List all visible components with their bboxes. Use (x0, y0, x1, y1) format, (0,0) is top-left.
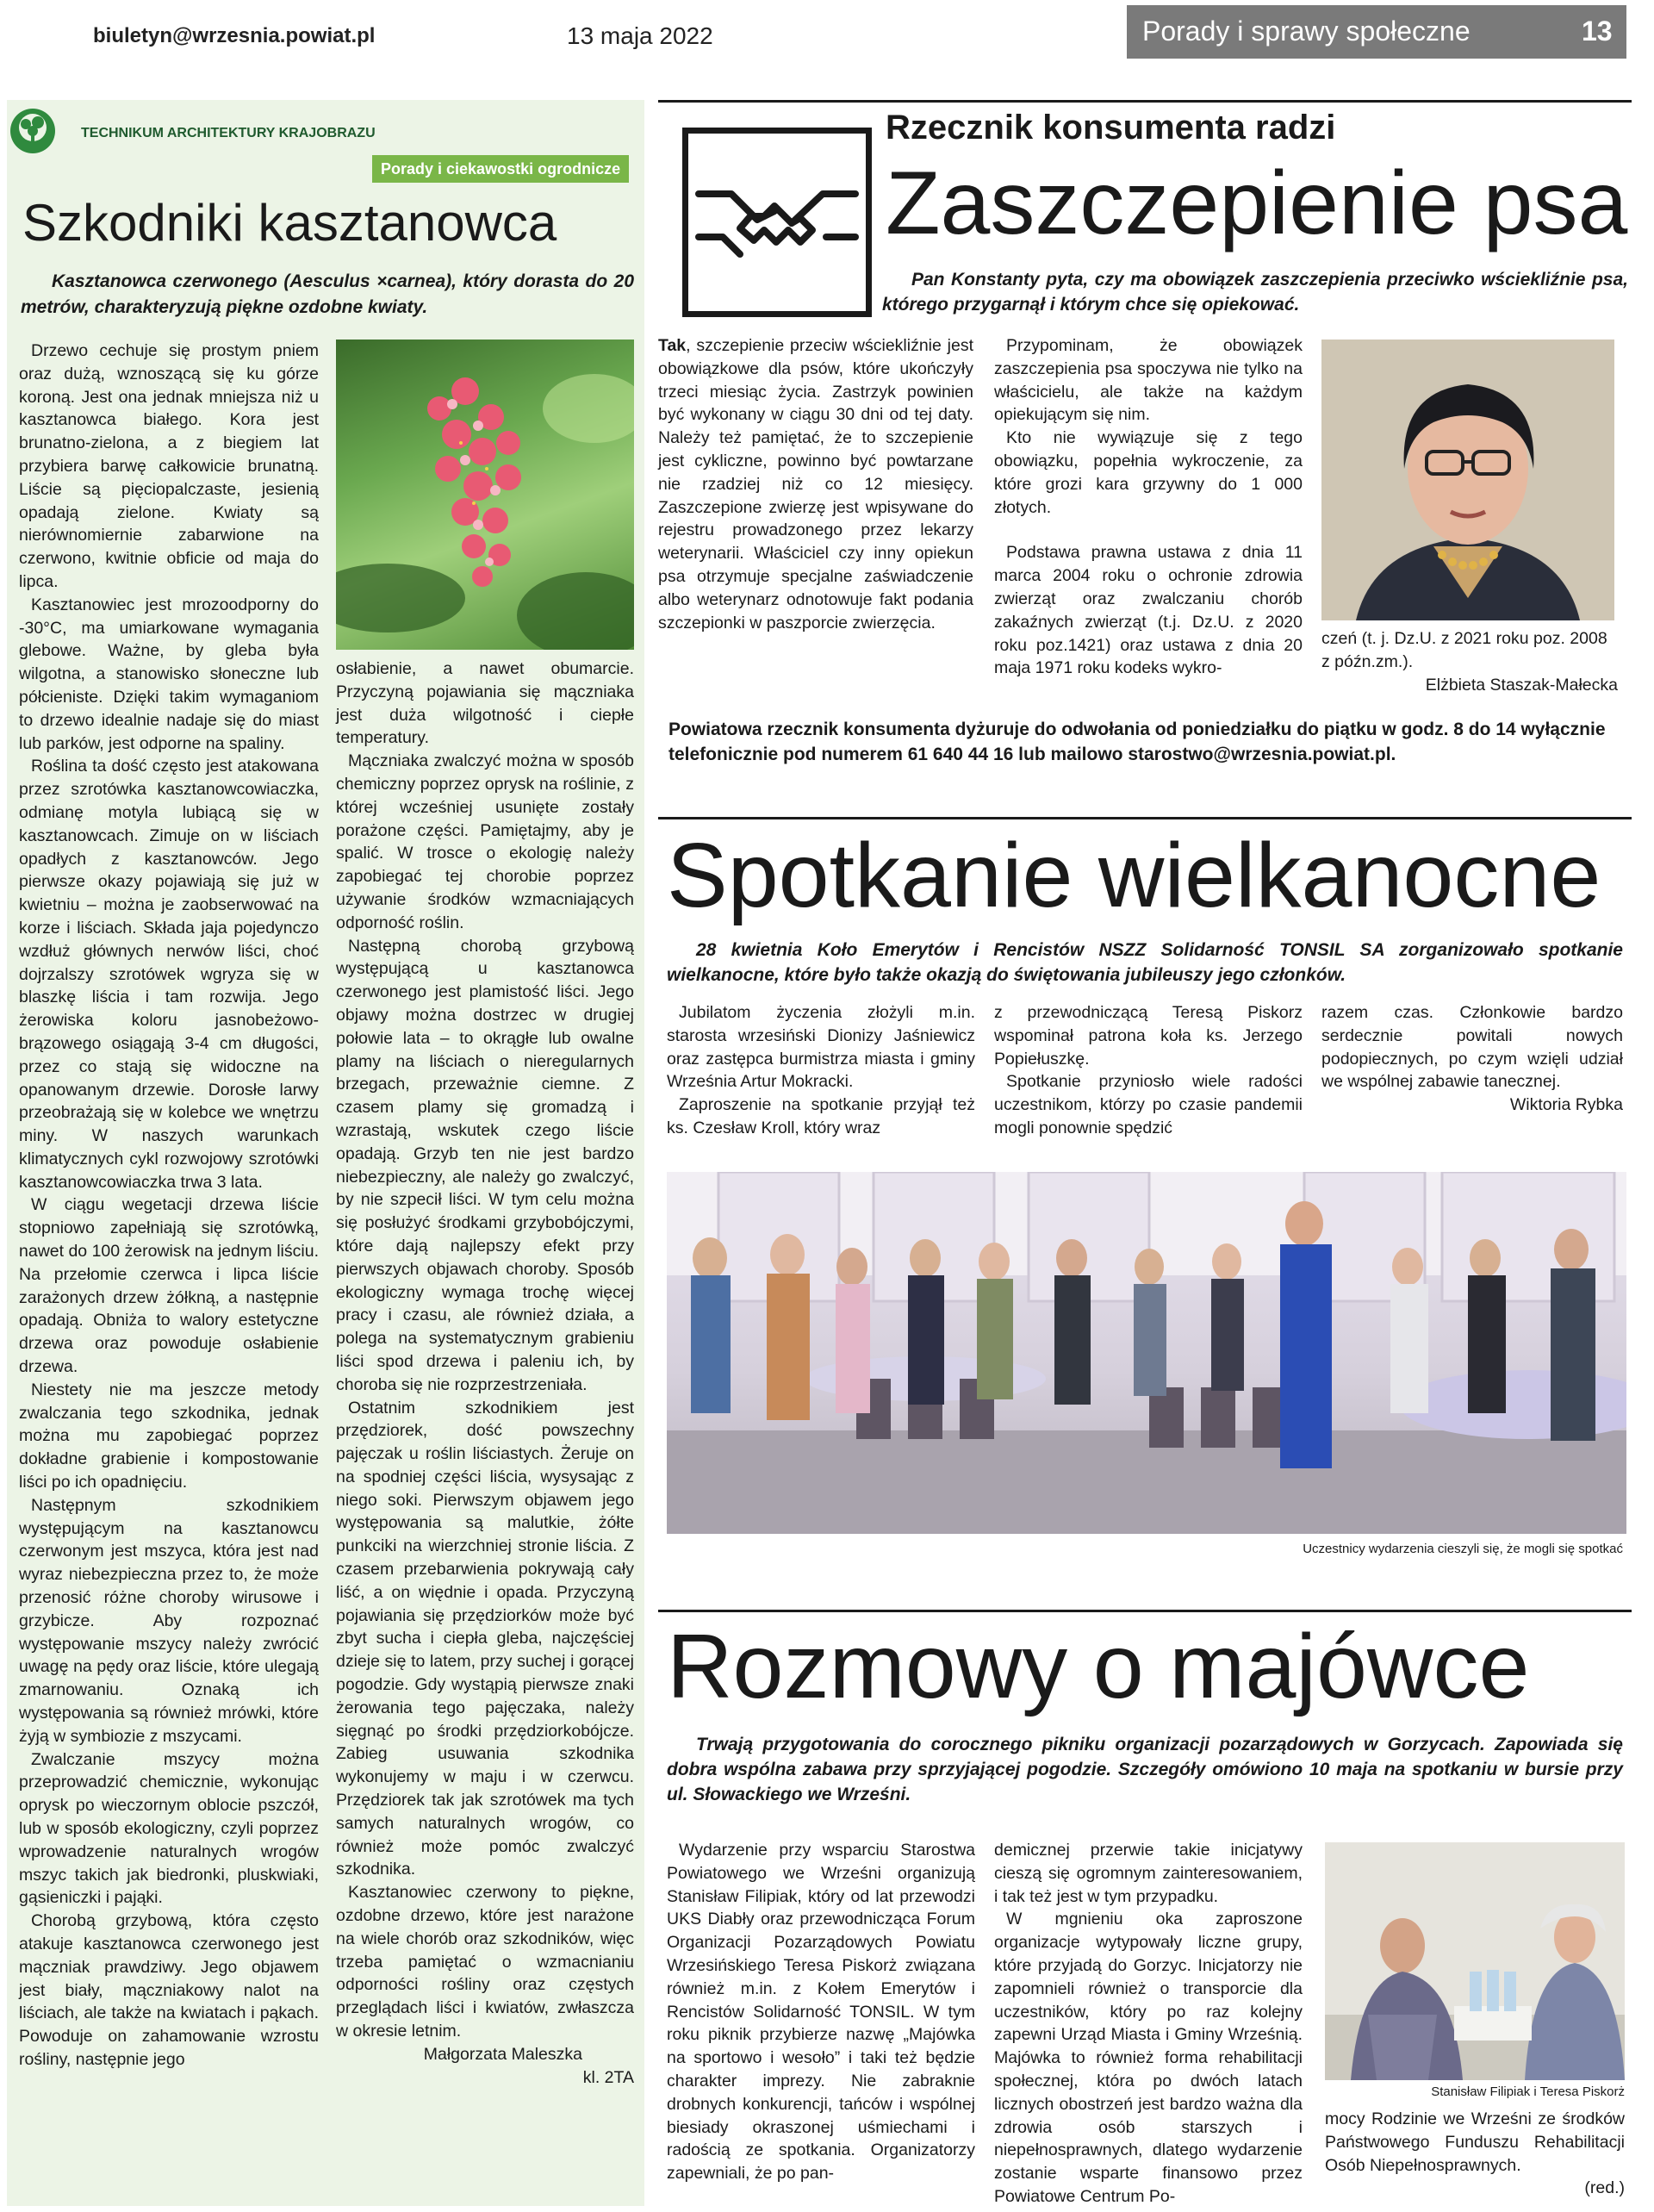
article-title: Rozmowy o majówce (667, 1616, 1530, 1717)
paragraph: Spotkanie przyniosło wiele radości uczestnikom, którzy po czasie pandemii mogli ponownie spędzić (994, 1072, 1303, 1137)
article-lead: Pan Konstanty pyta, czy ma obowiązek zaszczepienia przeciwko wściekliźnie psa, którego przygarnął i którym chce się opiekować. (882, 270, 1628, 315)
paragraph: Chorobą grzybową, która często atakuje kasztanowca czerwonego jest mączniak prawdziwy. Jego objawem jest biały, mączniakowy nalot na liściach, ale także na kwiatach i pąkach. Powoduje on zahamowanie wzrostu rośliny, następnie jego (19, 1911, 319, 2069)
photo-caption: Uczestnicy wydarzenia cieszyli się, że mogli się spotkać (1303, 1542, 1623, 1556)
answer-text: , szczepienie przeciw wściekliźnie jest obowiązkowe dla psów, które ukończyły trzeci miesiąc życia. Zastrzyk powinien być wykonany w ciągu 30 dni od tej daty. Należy też pamiętać, że to szczepienie jest cykliczne, powinno być powtarzane nie rzadziej niż co 12 miesięcy. Zaszczepione zwierzę jest wpisywane do rejestru prowadzonego przez lekarzy weterynarii. Właściciel czy inny opiekun psa otrzymuje specjalne zaświadczenie albo weterynarz odnotowuje fakt podania szczepionki w paszporcie zwierzęcia. (658, 336, 973, 632)
page-header (0, 0, 1654, 62)
easter-meeting-article (658, 817, 1632, 1575)
tree-logo-icon (9, 107, 57, 159)
paragraph: Kasztanowiec jest mrozoodporny do -30°C, ma umiarkowane wymagania glebowe. Ważne, by gleba była wilgotna, a stanowisko słoneczne lub półcieniste. Dzięki takim wymaganiom to drzewo idealnie nadaje się do miast lub parków, jest odporne na spaliny. (19, 595, 319, 753)
handshake-icon (682, 128, 872, 317)
paragraph: demicznej przerwie takie inicjatywy cieszą się ogromnym zainteresowaniem, i tak też jest w tym przypadku. (994, 1841, 1303, 1906)
article-column-2 (994, 1839, 1303, 2209)
paragraph: Przypominam, że obowiązek zaszczepienia psa spoczywa nie tylko na właścicielu, ale także na każdym opiekującym się nim. (994, 336, 1303, 425)
paragraph: Ostatnim szkodnikiem jest przędziorek, dość powszechny pajęczak u roślin liściastych. Żeruje on na spodniej części liścia, wysysając z niego soki. Pierwszym objawem jego występowania są malutkie, żółte punkciki na wierzchniej stronie liścia. Z czasem przebarwienia pokrywają cały liść, a on więdnie i opada. Przyczyną pojawiania się przędziorków może być zbyt sucha i ciepła gleba, najczęściej dzieje się to latem, przy suchej i gorącej pogodzie. Gdy wystąpią pierwsze znaki żerowania tego pajęczaka, należy sięgnąć po środki przędziorkobójcze. Zabieg usuwania szkodnika wykonujemy w maju i w czerwcu. Przędziorek tak jak szrotówek ma tych samych naturalnych wrogów, co również może pomóc zwalczyć szkodnika. (336, 1398, 634, 1879)
author-name: Wiktoria Rybka (1509, 1095, 1623, 1115)
header-page-number: 13 (1582, 16, 1613, 47)
may-picnic-article (658, 1610, 1632, 2206)
paragraph: Kto nie wywiązuje się z tego obowiązku, popełnia wykroczenie, za które grozi kara grzywny do 1 000 złotych. (994, 428, 1303, 517)
article-lead: Trwają przygotowania do corocznego pikniku organizacji pozarządowych w Gorzycach. Zapowiada się dobra wspólna zabawa przy sprzyjającej pogodzie. Szczegóły omówiono 10 maja na spotkaniu w bursie przy ul. Słowackiego we Wrześni. (667, 1735, 1623, 1804)
author-class: kl. 2TA (582, 2067, 634, 2087)
paragraph: Roślina ta dość często jest atakowana przez szrotówka kasztanowcowiaczka, odmianę motyla lubiącą się w kasztanowcach. Zimuje on w liściach opadłych z kasztanowców. Jego pierwsze okazy pojawiają się już w kwietniu – można je zaobserwować na korze i liściach. Składa jaja pojedynczo wzdłuż głównych nerwów liści, choć dojrzalszy szrotówek wgryza się w blaszkę liścia i tam rozwija. Jego żerowiska koloru jasnobeżowo-brązowego osiągają 3-4 cm długości, przez co stają się widoczne na opanowanym drzewie. Dorosłe larwy przeobrażają się w kolebce we wnętrzu miny. W naszych warunkach klimatycznych cykl rozwojowy szrotówki kasztanowcowiaczka trwa 3 lata. (19, 757, 319, 1192)
article-title: Szkodniki kasztanowca (22, 194, 557, 252)
paragraph: Zwalczanie mszycy można przeprowadzić chemicznie, wykonując oprysk po wieczornym oblocie pszczół, lub w sposób ekologiczny, czyli poprzez wprowadzenie naturalnych wrogów mszyc takich jak biedronki, pluskwiaki, gąsieniczki i pająki. (19, 1749, 319, 1908)
article-column-3 (1321, 1001, 1623, 1117)
article-kicker: Rzecznik konsumenta radzi (886, 109, 1336, 146)
article-divider (658, 817, 1632, 819)
chestnut-flower-photo (336, 340, 634, 650)
author-name: (red.) (1584, 2178, 1625, 2198)
article-divider (658, 1610, 1632, 1612)
article-lead: 28 kwietnia Koło Emerytów i Rencistów NSZZ Solidarność TONSIL SA zorganizowało spotkanie wielkanocne, które było także okazją do świętowania jubileuszy jego członków. (667, 940, 1623, 985)
paragraph: czeń (t. j. Dz.U. z 2021 roku poz. 2008 z późn.zm.). (1321, 629, 1607, 671)
paragraph: z przewodniczącą Teresą Piskorz wspominał patrona koła ks. Jerzego Popiełuszkę. (994, 1003, 1303, 1069)
article-column-2 (994, 334, 1303, 680)
section-tag: Porady i ciekawostki ogrodnicze (372, 155, 629, 183)
article-column-3 (1321, 627, 1618, 696)
article-column-1 (667, 1839, 975, 2185)
consumer-advice-article (658, 100, 1632, 777)
author-name: Małgorzata Maleszka (423, 2044, 582, 2064)
paragraph: W ciągu wegetacji drzewa liście stopniowo zapełniają się szrotówką, nawet do 100 żerowisk na jednym liściu. Na przełomie czerwca i lipca liście zarażonych drzew żółkną, a następnie opadają. Obniża to walory estetyczne drzewa oraz powoduje osłabienie drzewa. (19, 1195, 319, 1377)
consumer-office-info: Powiatowa rzecznik konsumenta dyżuruje do odwołania od poniedziałku do piątku w godz. 8 do 14 wyłącznie telefonicznie pod numerem 61 640 44 16 lub mailowo starostwo@wrzesnia.powiat.pl. (668, 720, 1606, 764)
article-column-1 (19, 340, 319, 2072)
article-divider (658, 100, 1632, 103)
article-column-2 (994, 1001, 1303, 1140)
answer-lead-word: Tak (658, 336, 687, 355)
article-title: Spotkanie wielkanocne (667, 825, 1601, 926)
school-name: TECHNIKUM ARCHITEKTURY KRAJOBRAZU (81, 126, 376, 140)
photo-caption: Stanisław Filipiak i Teresa Piskorż (1431, 2084, 1625, 2099)
article-column-3 (1325, 2108, 1625, 2200)
paragraph: Podstawa prawna ustawa z dnia 11 marca 2004 roku o ochronie zdrowia zwierząt oraz zwalczaniu chorób zakaźnych zwierząt (t.j. Dz.U. z 2020 roku poz.1421) oraz ustawa z dnia 20 maja 1971 roku kodeks wykro- (994, 543, 1303, 678)
paragraph: Następną chorobą grzybową występującą u kasztanowca czerwonego jest plamistość liści. Jego objawy można dostrzec w drugiej połowie lata – to okrągłe lub owalne plamy na liściach o nieregularnych brzegach, przeważnie ciemne. Z czasem plamy się gromadzą i wzrastają, wskutek czego liście opadają. Grzyb ten nie jest bardzo niebezpieczny, ale należy go zwalczyć, by nie szpecił liści. W tym celu można się posłużyć środkami grzybobójczymi, które dają najlepszy efekt przy pierwszych objawach choroby. Sposób ekologiczny wymaga trochę więcej pracy i czasu, ale również działa, a polega na systematycznym grabieniu liści spod drzewa i paleniu ich, by choroba się nie rozprzestrzeniała. (336, 936, 634, 1394)
header-section: Porady i sprawy społeczne (1142, 16, 1471, 47)
paragraph: osłabienie, a nawet obumarcie. Przyczyną pojawiania się mączniaka jest duża wilgotność i ciepłe temperatury. (336, 659, 634, 748)
paragraph: Wydarzenie przy wsparciu Starostwa Powiatowego we Wrześni organizują Stanisław Filipiak, który od lat przewodzi UKS Diabły oraz przewodnicząca Forum Organizacji Pozarządowych Powiatu Wrzesińskiego Teresa Piskorż związana również m.in. z Kołem Emerytów i Rencistów Solidarność TONSIL. W tym roku piknik przybierze nazwę „Majówka na sportowo i wesoło” i taki też będzie charakter imprezy. Nie zabraknie drobnych konkurencji, tańców i wspólnej biesiady okraszonej uśmiechami i radością ze spotkania. Organizatorzy zapewniali, że po pan- (667, 1841, 975, 2184)
header-email: biuletyn@wrzesnia.powiat.pl (93, 24, 376, 47)
paragraph: W mgnieniu oka zaproszone organizacje wytypowały liczne grupy, które przyjadą do Gorzyc. Inicjatorzy nie zapomnieli również o transporcie dla uczestników, który po raz kolejny zapewni Urząd Miasta i Gminy Wrześnią. Majówka to również forma rehabilitacji społecznej, która po dwóch latach licznych obostrzeń jest bardzo ważna dla zdrowia osób starszych i niepełnosprawnych, dlatego wydarzenie zostanie wsparte finansowo przez Powiatowe Centrum Po- (994, 1910, 1303, 2206)
paragraph: Drzewo cechuje się prostym pniem oraz dużą, wznoszącą się ku górze koroną. Jest ona jednak mniejsza niż u kasztanowca białego. Kora jest brunatno-zielona, a z biegiem lat przybiera barwę całkowicie brunatną. Liście są pięciopalczaste, jesienią opadają zielone. Kwiaty są nierównomiernie zabarwione na czerwono, kwitnie obficie od maja do lipca. (19, 341, 319, 591)
paragraph: Zaproszenie na spotkanie przyjął też ks. Czesław Kroll, który wraz (667, 1095, 975, 1137)
author-portrait-photo (1321, 340, 1614, 620)
article-column-1 (658, 334, 973, 634)
author-name: Elżbieta Staszak-Małecka (1425, 675, 1618, 695)
article-title: Zaszczepienie psa (886, 153, 1628, 253)
article-lead: Kasztanowca czerwonego (Aesculus ×carnea), który dorasta do 20 metrów, charakteryzują piękne ozdobne kwiaty. (21, 271, 634, 317)
paragraph: Następnym szkodnikiem występującym na kasztanowcu czerwonym jest mszyca, która jest nad wyraz niebezpieczna przez to, że może przenosić różne choroby wirusowe i grzybicze. Aby rozpoznać występowanie mszycy należy zwrócić uwagę na pędy oraz liście, które ulegają zmarnowaniu. Oznaką ich występowania są również mrówki, które żyją w symbiozie z mszycami. (19, 1495, 319, 1746)
paragraph: Jubilatom życzenia złożyli m.in. starosta wrzesiński Dionizy Jaśniewicz oraz zastępca burmistrza miasta i gminy Września Artur Mokracki. (667, 1003, 975, 1092)
paragraph: Kasztanowiec czerwony to piękne, ozdobne drzewo, które jest narażone na wiele chorób oraz szkodników, więc trzeba pamiętać o wzmacnianiu odporności rośliny oraz częstych przeglądach liści i kwiatów, zwłaszcza w okresie letnim. (336, 1883, 634, 2041)
article-column-1 (667, 1001, 975, 1140)
paragraph: Niestety nie ma jeszcze metody zwalczania tego szkodnika, jednak można mu zapobiegać poprzez dokładne grabienie i kompostowanie liści po ich opadnięciu. (19, 1380, 319, 1492)
paragraph (658, 334, 973, 634)
event-group-photo (667, 1172, 1626, 1534)
meeting-photo (1325, 1842, 1625, 2080)
sidebar-article-gardening (7, 100, 644, 2206)
paragraph: razem czas. Członkowie bardzo serdecznie powitali nowych podopiecznych, po czym wzięli udział we wspólnej zabawie tanecznej. (1321, 1003, 1623, 1092)
header-date: 13 maja 2022 (567, 22, 713, 49)
paragraph: Mączniaka zwalczyć można w sposób chemiczny poprzez oprysk na roślinie, z której wcześniej usunięte zostały porażone części. Pamiętajmy, aby je spalić. W trosce o ekologię należy zapobiegać tej chorobie poprzez używanie środków wzmacniających odporność roślin. (336, 751, 634, 932)
article-column-2 (336, 657, 634, 2089)
paragraph: mocy Rodzinie we Wrześni ze środków Państwowego Funduszu Rehabilitacji Osób Niepełnosprawnych. (1325, 2109, 1625, 2175)
